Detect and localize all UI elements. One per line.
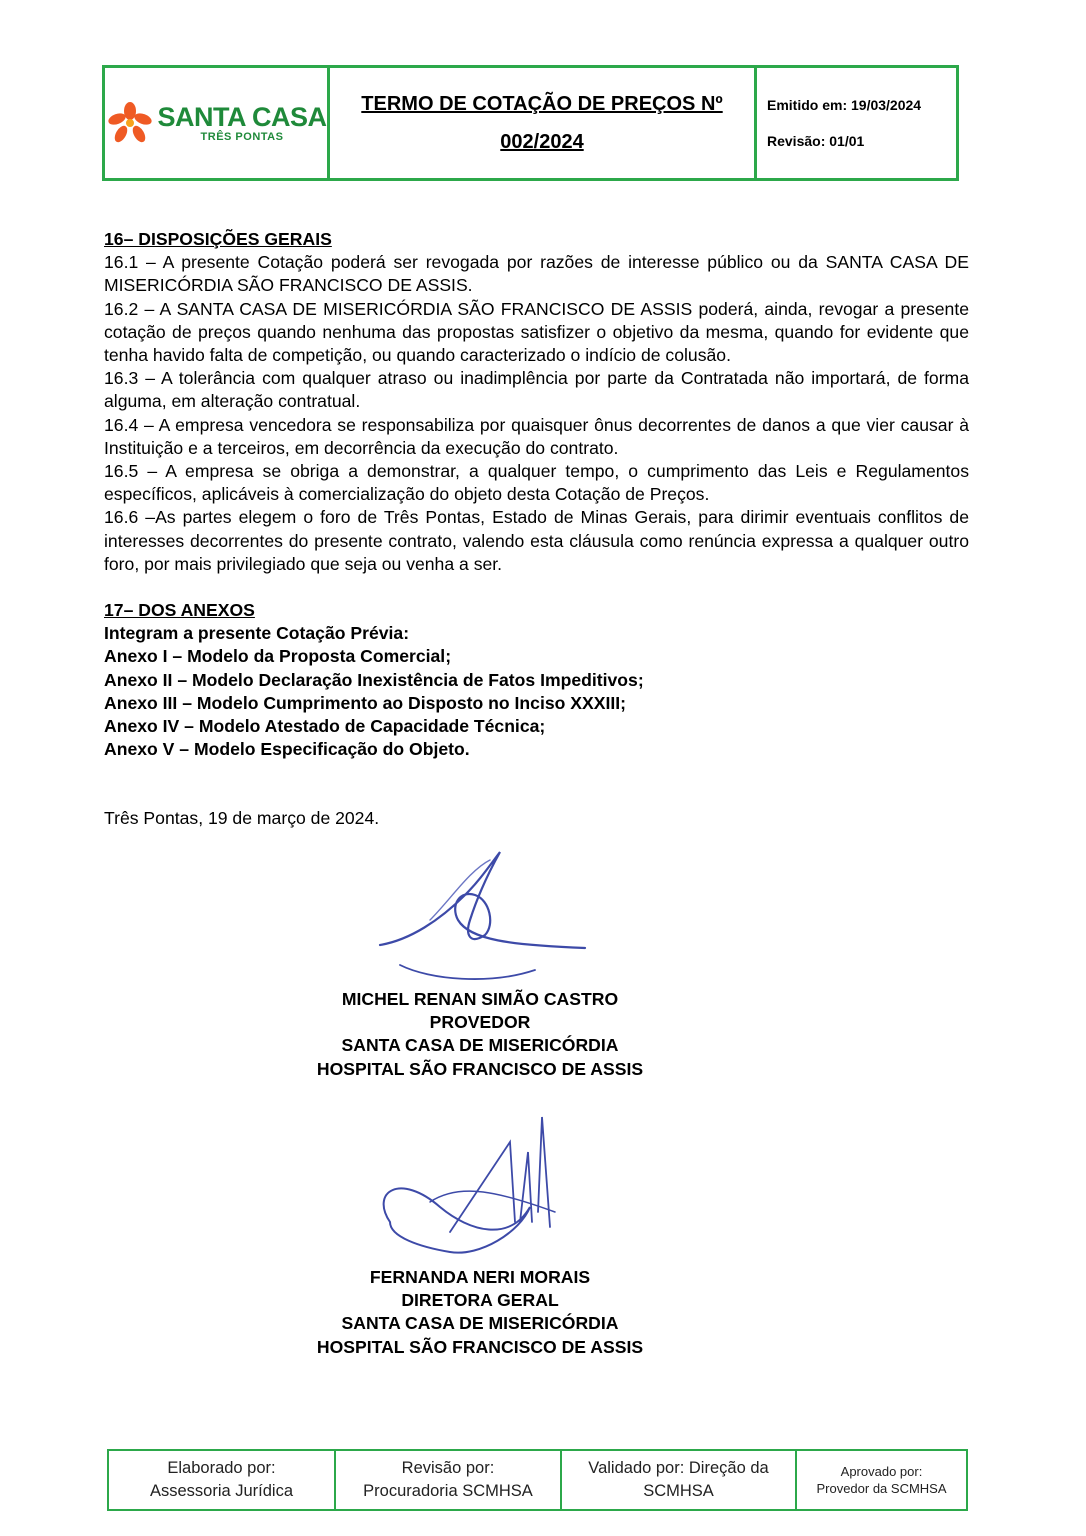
annex-item: Anexo V – Modelo Especificação do Objeto.	[104, 739, 470, 760]
clause-16-3: 16.3 – A tolerância com qualquer atraso ou inadimplência por parte da Contratada não importará, de forma alguma, em alteração contratual.	[104, 368, 969, 412]
clause-16-2: 16.2 – A SANTA CASA DE MISERICÓRDIA SÃO FRANCISCO DE ASSIS poderá, ainda, revogar a presente cotação de preços quando nenhuma das propostas satisfizer o objetivo da mesma, quando for evidente que tenha havido falta de competição, ou quando caracterizado o indício de colusão.	[104, 298, 969, 366]
elaborado-label: Elaborado por:	[167, 1459, 276, 1477]
aprovado-value: Provedor da SCMHSA	[816, 1481, 947, 1496]
footer-validado	[562, 1451, 797, 1509]
flower-logo-icon	[106, 101, 154, 145]
logo-cell	[105, 68, 330, 178]
section-16-title: 16– DISPOSIÇÕES GERAIS	[104, 229, 332, 249]
aprovado-label: Aprovado por:	[840, 1464, 923, 1479]
signer-2-block	[220, 1266, 740, 1359]
revisao-label: Revisão por:	[401, 1459, 495, 1477]
footer-aprovado	[797, 1451, 966, 1509]
elaborado-value: Assessoria Jurídica	[149, 1482, 294, 1500]
signer-2-role: DIRETORA GERAL	[401, 1290, 559, 1311]
annex-intro: Integram a presente Cotação Prévia:	[104, 623, 410, 644]
signer-1-block	[220, 988, 740, 1081]
section-17-title: 17– DOS ANEXOS	[104, 600, 255, 621]
clause-16-1: 16.1 – A presente Cotação poderá ser revogada por razões de interesse público ou da SANTA CASA DE MISERICÓRDIA SÃO FRANCISCO DE ASSIS.	[104, 252, 969, 296]
signer-1-org-2: HOSPITAL SÃO FRANCISCO DE ASSIS	[316, 1058, 644, 1079]
place-date: Três Pontas, 19 de março de 2024.	[104, 808, 380, 829]
clause-16-5: 16.5 – A empresa se obriga a demonstrar, a qualquer tempo, o cumprimento das Leis e Regulamentos específicos, aplicáveis à comercialização do objeto desta Cotação de Preços.	[104, 461, 969, 505]
title-line-1: TERMO DE COTAÇÃO DE PREÇOS Nº	[361, 93, 723, 115]
revision-number: Revisão: 01/01	[767, 133, 865, 149]
signer-1-org: SANTA CASA DE MISERICÓRDIA	[341, 1035, 619, 1056]
annex-item: Anexo III – Modelo Cumprimento ao Disposto no Inciso XXXIII;	[104, 692, 626, 713]
annex-item: Anexo II – Modelo Declaração Inexistência de Fatos Impeditivos;	[104, 669, 644, 690]
annex-item: Anexo I – Modelo da Proposta Comercial;	[104, 646, 452, 667]
signer-1-name: MICHEL RENAN SIMÃO CASTRO	[341, 989, 619, 1009]
signer-1-role: PROVEDOR	[429, 1012, 531, 1033]
signer-2-org: SANTA CASA DE MISERICÓRDIA	[341, 1313, 619, 1334]
approval-footer	[107, 1449, 968, 1511]
logo-subtitle: TRÊS PONTAS	[200, 130, 284, 143]
signer-2-org-2: HOSPITAL SÃO FRANCISCO DE ASSIS	[316, 1336, 644, 1357]
annex-item: Anexo IV – Modelo Atestado de Capacidade Técnica;	[104, 716, 546, 737]
logo	[106, 101, 327, 145]
clause-16-4: 16.4 – A empresa vencedora se responsabiliza por quaisquer ônus decorrentes de danos a que vier causar à Instituição e a terceiros, em decorrência da execução do contrato.	[104, 414, 969, 458]
validado-line-1: Validado por: Direção da	[588, 1459, 769, 1477]
emission-date: Emitido em: 19/03/2024	[767, 97, 922, 113]
title-line-2: 002/2024	[500, 131, 584, 153]
clause-16-6: 16.6 –As partes elegem o foro de Três Pontas, Estado de Minas Gerais, para dirimir eventuais conflitos de interesses decorrentes do presente contrato, valendo esta cláusula como renúncia expressa a qualquer outro foro, por mais privilegiado que seja ou venha a ser.	[104, 507, 969, 574]
document-meta	[757, 68, 956, 178]
document-title	[330, 68, 757, 178]
logo-title: SANTA CASA	[157, 101, 327, 132]
signature-2-image	[370, 1112, 570, 1262]
signature-1-image	[370, 840, 600, 990]
signer-2-name: FERNANDA NERI MORAIS	[369, 1267, 591, 1287]
revisao-value: Procuradoria SCMHSA	[363, 1482, 533, 1500]
validado-line-2: SCMHSA	[643, 1482, 714, 1500]
footer-revisao	[336, 1451, 562, 1509]
document-header	[102, 65, 959, 181]
document-body	[104, 228, 969, 831]
footer-elaborado	[109, 1451, 336, 1509]
